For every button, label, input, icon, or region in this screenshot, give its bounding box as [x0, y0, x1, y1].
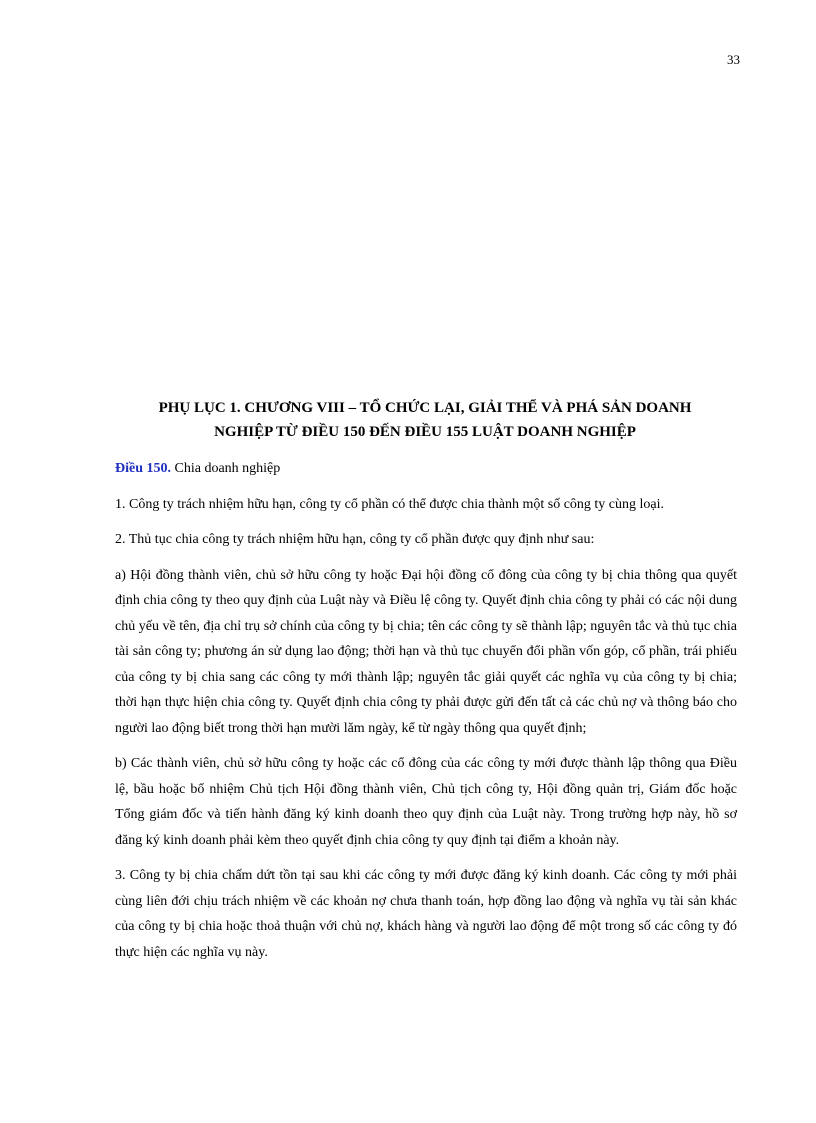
article-subject: Chia doanh nghiệp [171, 461, 281, 476]
heading-line-2: NGHIỆP TỪ ĐIỀU 150 ĐẾN ĐIỀU 155 LUẬT DOANH NGHIỆP [214, 424, 636, 440]
document-body [115, 456, 737, 975]
page-number: 33 [727, 52, 740, 67]
appendix-heading [112, 396, 738, 444]
paragraph-2b: b) Các thành viên, chủ sở hữu công ty hoặc các cổ đông của các công ty mới được thành lập thông qua Điều lệ, bầu hoặc bổ nhiệm Chủ tịch Hội đồng thành viên, Chủ tịch công ty, Hội đồng quản trị, Giám đốc hoặc Tổng giám đốc và tiến hành đăng ký kinh doanh theo quy định của Luật này. Trong trường hợp này, hồ sơ đăng ký kinh doanh phải kèm theo quyết định chia công ty quy định tại điểm a khoản này. [115, 756, 737, 848]
paragraph-1: 1. Công ty trách nhiệm hữu hạn, công ty cổ phần có thể được chia thành một số công ty cùng loại. [115, 496, 665, 512]
paragraph-3: 3. Công ty bị chia chấm dứt tồn tại sau khi các công ty mới được đăng ký kinh doanh. Các công ty mới phải cùng liên đới chịu trách nhiệm về các khoản nợ chưa thanh toán, hợp đồng lao động và nghĩa vụ tài sản khác của công ty bị chia hoặc thoả thuận với chủ nợ, khách hàng và người lao động để một trong số các công ty đó thực hiện các nghĩa vụ này. [115, 868, 737, 960]
article-number: Điều 150. [115, 461, 171, 476]
paragraph-2: 2. Thủ tục chia công ty trách nhiệm hữu hạn, công ty cổ phần được quy định như sau: [115, 532, 595, 547]
article-title [115, 456, 737, 482]
paragraph-2a: a) Hội đồng thành viên, chủ sở hữu công ty hoặc Đại hội đồng cổ đông của công ty bị chia thông qua quyết định chia công ty theo quy định của Luật này và Điều lệ công ty. Quyết định chia công ty phải có các nội dung chủ yếu về tên, địa chỉ trụ sở chính của công ty bị chia; tên các công ty sẽ thành lập; nguyên tắc và thủ tục chia tài sản công ty; phương án sử dụng lao động; thời hạn và thủ tục chuyển đổi phần vốn góp, cổ phần, trái phiếu của công ty bị chia sang các công ty mới thành lập; nguyên tắc giải quyết các nghĩa vụ của công ty bị chia; thời hạn thực hiện chia công ty. Quyết định chia công ty phải được gửi đến tất cả các chủ nợ và thông báo cho người lao động biết trong thời hạn mười lăm ngày, kể từ ngày thông qua quyết định; [115, 567, 737, 736]
heading-line-1: PHỤ LỤC 1. CHƯƠNG VIII – TỔ CHỨC LẠI, GIẢI THỂ VÀ PHÁ SẢN DOANH [158, 400, 692, 416]
